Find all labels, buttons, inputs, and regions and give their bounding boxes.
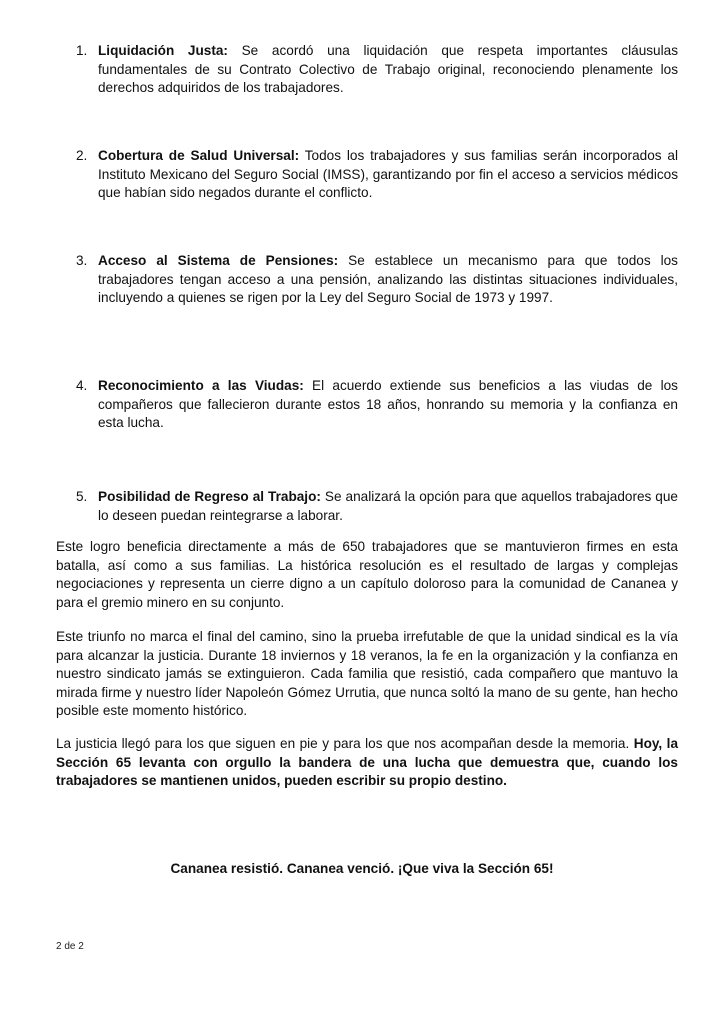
list-number: 1. [76, 43, 88, 58]
paragraph-justicia-bold: Hoy, la Sección 65 levanta con orgullo la bandera de una lucha que demuestra que, cuando los trabajadores se mantienen unidos, pueden escribir su propio destino. [56, 736, 679, 788]
paragraph-justicia-text: La justicia llegó para los que siguen en pie y para los que nos acompañan desde la memoria. [56, 736, 634, 751]
list-item-text: Todos los trabajadores y sus familias serán incorporados al Instituto Mexicano del Seguro Social (IMSS), garantizando por fin el acceso a servicios médicos que habían sido negados durante el conflicto. [98, 148, 678, 200]
list-number: 5. [76, 489, 88, 504]
paragraph-justicia [56, 735, 678, 791]
list-item-title: Cobertura de Salud Universal: [98, 148, 300, 163]
list-item-title: Acceso al Sistema de Pensiones: [98, 253, 339, 268]
closing-slogan: Cananea resistió. Cananea venció. ¡Que viva la Sección 65! [170, 861, 554, 876]
list-item-1 [56, 42, 678, 98]
list-item-body [98, 377, 678, 433]
paragraph-beneficio: Este logro beneficia directamente a más de 650 trabajadores que se mantuvieron firmes en esta batalla, así como a sus familias. La histórica resolución es el resultado de largas y complejas negociaciones y representa un cierre digno a un capítulo doloroso para la comunidad de Cananea y para el gremio minero en su conjunto. [56, 539, 678, 610]
list-item-title: Posibilidad de Regreso al Trabajo: [98, 489, 321, 504]
paragraph-triunfo: Este triunfo no marca el final del camino, sino la prueba irrefutable de que la unidad sindical es la vía para alcanzar la justicia. Durante 18 inviernos y 18 veranos, la fe en la organización y la confianza en nuestro sindicato jamás se extinguieron. Cada familia que resistió, cada compañero que mantuvo la mirada firme y nuestro líder Napoleón Gómez Urrutia, que nunca soltó la mano de su gente, han hecho posible este momento histórico. [56, 629, 678, 718]
list-item-body [98, 252, 678, 308]
list-item-text: El acuerdo extiende sus beneficios a las viudas de los compañeros que fallecieron durante estos 18 años, honrando su memoria y la confianza en esta lucha. [98, 378, 678, 430]
list-number: 2. [76, 148, 88, 163]
list-item-3 [56, 252, 678, 308]
list-item-4 [56, 377, 678, 433]
list-item-title: Reconocimiento a las Viudas: [98, 378, 304, 393]
list-item-text: Se analizará la opción para que aquellos trabajadores que lo deseen puedan reintegrarse a laborar. [98, 489, 678, 523]
list-item-2 [56, 147, 678, 203]
list-number: 4. [76, 378, 88, 393]
list-item-text: Se establece un mecanismo para que todos los trabajadores tengan acceso a una pensión, analizando las distintas situaciones individuales, incluyendo a quienes se rigen por la Ley del Seguro Social de 1973 y 1997. [98, 253, 678, 305]
page-number: 2 de 2 [56, 941, 84, 952]
list-item-body [98, 42, 678, 98]
list-item-5 [56, 488, 678, 525]
list-item-title: Liquidación Justa: [98, 43, 228, 58]
list-item-body [98, 488, 678, 525]
list-number: 3. [76, 253, 88, 268]
list-item-text: Se acordó una liquidación que respeta importantes cláusulas fundamentales de su Contrato Colectivo de Trabajo original, reconociendo plenamente los derechos adquiridos de los trabajadores. [98, 43, 678, 95]
list-item-body [98, 147, 678, 203]
